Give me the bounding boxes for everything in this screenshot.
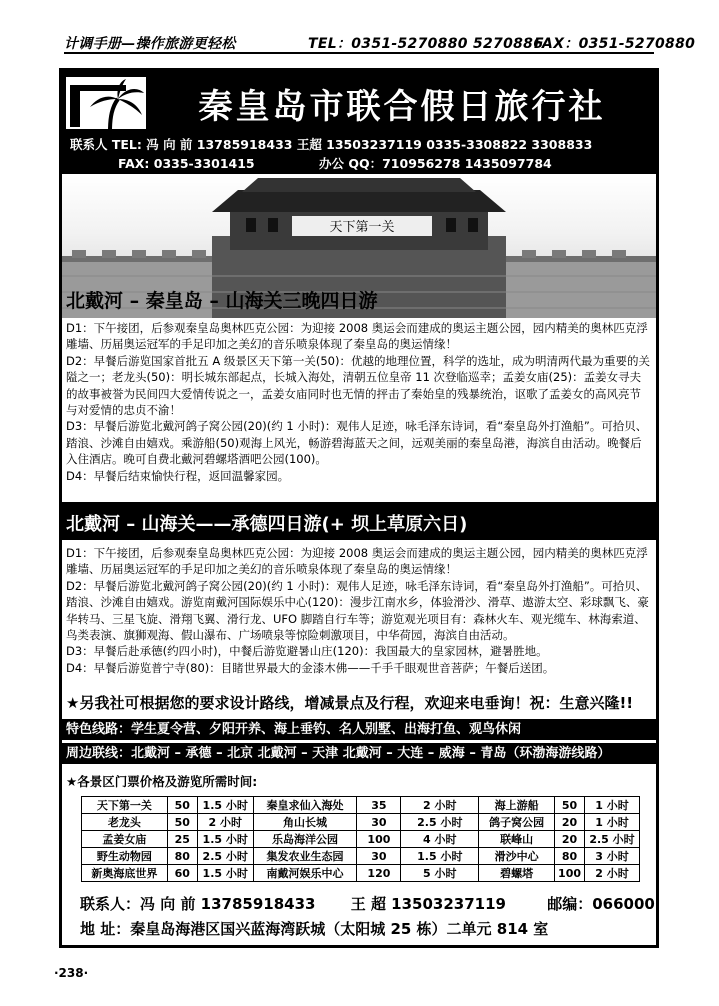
table-cell: 碧螺塔 xyxy=(479,865,555,882)
agency-fax: FAX: 0335-3301415 xyxy=(118,156,255,171)
footer-contact-secondary: 王 超 13503237119 xyxy=(350,895,506,913)
table-cell: 30 xyxy=(357,814,401,831)
footer-postcode: 邮编：066000 xyxy=(547,895,655,913)
table-cell: 50 xyxy=(555,797,585,814)
table-cell: 1.5 小时 xyxy=(401,848,479,865)
table-cell: 20 xyxy=(555,831,585,848)
palm-logo-icon xyxy=(66,77,146,135)
header-rule xyxy=(64,52,654,54)
agency-fax-qq xyxy=(118,154,552,172)
table-cell: 80 xyxy=(555,848,585,865)
ticket-table-title: ★各景区门票价格及游览所需时间: xyxy=(66,774,258,789)
table-cell: 秦皇求仙入海处 xyxy=(253,797,357,814)
table-cell: 2.5 小时 xyxy=(585,831,640,848)
footer-contact xyxy=(80,893,655,914)
route2-day3: D3：早餐后赴承德(约四小时)，中餐后游览避暑山庄(120)：我国最大的皇家园林，避暑胜地。 xyxy=(66,644,548,659)
table-cell: 乐岛海洋公园 xyxy=(253,831,357,848)
table-cell: 2 小时 xyxy=(401,797,479,814)
custom-route-slogan: ★另我社可根据您的要求设计路线，增减景点及行程，欢迎来电垂询！祝：生意兴隆!! xyxy=(66,694,634,712)
table-cell: 南戴河娱乐中心 xyxy=(253,865,357,882)
ticket-table xyxy=(81,796,640,882)
table-cell: 2 小时 xyxy=(197,814,253,831)
footer-contact-primary: 联系人：冯 向 前 13785918433 xyxy=(80,895,316,913)
table-cell: 集发农业生态园 xyxy=(253,848,357,865)
header-tel: TEL：0351-5270880 5270886 xyxy=(308,36,544,52)
table-cell: 5 小时 xyxy=(401,865,479,882)
table-cell: 2.5 小时 xyxy=(197,848,253,865)
table-cell: 80 xyxy=(167,848,197,865)
route1-day4: D4：早餐后结束愉快行程，返回温馨家园。 xyxy=(66,468,290,483)
special-routes-bar xyxy=(62,719,656,740)
table-cell: 1.5 小时 xyxy=(197,865,253,882)
table-cell: 联峰山 xyxy=(479,831,555,848)
table-cell: 2 小时 xyxy=(585,865,640,882)
table-cell: 1.5 小时 xyxy=(197,831,253,848)
footer-address: 地 址：秦皇岛海港区国兴蓝海湾跃城（太阳城 25 栋）二单元 814 室 xyxy=(80,920,549,938)
table-row xyxy=(82,865,640,882)
table-cell: 2.5 小时 xyxy=(401,814,479,831)
table-cell: 30 xyxy=(357,848,401,865)
route1-title: 北戴河 – 秦皇岛 – 山海关三晚四日游 xyxy=(66,290,378,312)
gate-plaque: 天下第一关 xyxy=(329,220,395,235)
agency-name: 秦皇岛市联合假日旅行社 xyxy=(198,87,606,127)
table-cell: 角山长城 xyxy=(253,814,357,831)
table-cell: 120 xyxy=(357,865,401,882)
nearby-routes: 周边联线：北戴河 – 承德 – 北京 北戴河 – 天津 北戴河 – 大连 – 威海 – 青岛（环渤海游线路） xyxy=(66,746,611,761)
table-cell: 1.5 小时 xyxy=(197,797,253,814)
table-cell: 新奥海底世界 xyxy=(82,865,168,882)
table-cell: 鸽子窝公园 xyxy=(479,814,555,831)
table-row xyxy=(82,831,640,848)
table-cell: 海上游船 xyxy=(479,797,555,814)
table-row xyxy=(82,814,640,831)
nearby-routes-bar xyxy=(62,743,656,764)
table-cell: 35 xyxy=(357,797,401,814)
route2-day1: D1：下午接团，后参观秦皇岛奥林匹克公园：为迎接 2008 奥运会而建成的奥运主题公园，园内精美的奥林匹克浮雕墙、历届奥运冠军的手足印加之美幻的音乐喷泉体现了秦皇岛的奥运情缘！ xyxy=(66,546,648,577)
header-fax: FAX：0351-5270880 xyxy=(534,36,696,52)
route1-day2: D2：早餐后游览国家首批五 A 级景区天下第一关(50)：优越的地理位置，科学的选址，成为明清两代最为重要的关隘之一；老龙头(50)：明长城东部起点，长城入海处，清朝五位皇帝 11 次登临巡幸；孟姜女庙(25)：孟姜女寻夫的故事被誉为民间四大爱情传说之一，孟姜女庙同时也无情的抨击了秦始皇的残暴统治，讴歌了孟姜女的高风亮节与对爱情的忠贞不渝！ xyxy=(66,353,650,418)
header-slogan: 计调手册—操作旅游更轻松 xyxy=(64,36,236,52)
table-cell: 1 小时 xyxy=(585,814,640,831)
agency-contacts: 联系人 TEL: 冯 向 前 13785918433 王超 13503237119 0335-3308822 3308833 xyxy=(70,137,593,152)
table-cell: 4 小时 xyxy=(401,831,479,848)
table-row xyxy=(82,797,640,814)
table-cell: 3 小时 xyxy=(585,848,640,865)
route2-day2: D2：早餐后游览北戴河鸽子窝公园(20)(约 1 小时)：观伟人足迹，咏毛泽东诗词，看“秦皇岛外打渔船”。可拾贝、踏浪、沙滩自由嬉戏。游览南戴河国际娱乐中心(120)：漫步江南水乡，体验滑沙、滑草、遨游太空、彩球飘飞、豪华转马、三星飞旋、滑翔飞翼、滑行龙、UFO 脚踏自行车等；游览观光项目有：森林火车、观光缆车、林海索道、鸟类表演、旗狮观海、假山瀑布、广场喷泉等惊险刺激项目，中华荷园，海滨自由活动。 xyxy=(66,578,649,643)
agency-banner xyxy=(62,71,656,174)
agency-qq: 办公 QQ：710956278 1435097784 xyxy=(319,156,552,171)
route1-day1: D1：下午接团，后参观秦皇岛奥林匹克公园：为迎接 2008 奥运会而建成的奥运主题公园，园内精美的奥林匹克浮雕墙、历届奥运冠军的手足印加之美幻的音乐喷泉体现了秦皇岛的奥运情缘！ xyxy=(66,321,648,352)
route2-day4: D4：早餐后游览普宁寺(80)：目睹世界最大的金漆木佛——千手千眼观世音菩萨；午餐后送团。 xyxy=(66,660,555,675)
table-cell: 100 xyxy=(357,831,401,848)
table-cell: 滑沙中心 xyxy=(479,848,555,865)
table-cell: 60 xyxy=(167,865,197,882)
table-row xyxy=(82,848,640,865)
table-cell: 1 小时 xyxy=(585,797,640,814)
special-routes: 特色线路：学生夏令营、夕阳开养、海上垂钓、名人别墅、出海打鱼、观鸟休闲 xyxy=(66,722,522,737)
table-cell: 野生动物园 xyxy=(82,848,168,865)
table-cell: 100 xyxy=(555,865,585,882)
page-number: ·238· xyxy=(54,966,89,980)
route1-itinerary xyxy=(66,320,652,484)
table-cell: 老龙头 xyxy=(82,814,168,831)
table-cell: 25 xyxy=(167,831,197,848)
table-cell: 孟姜女庙 xyxy=(82,831,168,848)
route2-itinerary xyxy=(66,545,652,676)
table-cell: 50 xyxy=(167,797,197,814)
table-cell: 天下第一关 xyxy=(82,797,168,814)
table-cell: 50 xyxy=(167,814,197,831)
table-cell: 20 xyxy=(555,814,585,831)
route1-day3: D3：早餐后游览北戴河鸽子窝公园(20)(约 1 小时)：观伟人足迹，咏毛泽东诗词，看“秦皇岛外打渔船”。可拾贝、踏浪、沙滩自由嬉戏。乘游船(50)观海上风光，畅游碧海蓝天之间，远观美丽的秦皇岛港，海滨自由活动。晚餐后入住酒店。晚可自费北戴河碧螺塔酒吧公园(100)。 xyxy=(66,419,648,467)
route2-title: 北戴河 – 山海关——承德四日游(+ 坝上草原六日) xyxy=(66,514,468,535)
